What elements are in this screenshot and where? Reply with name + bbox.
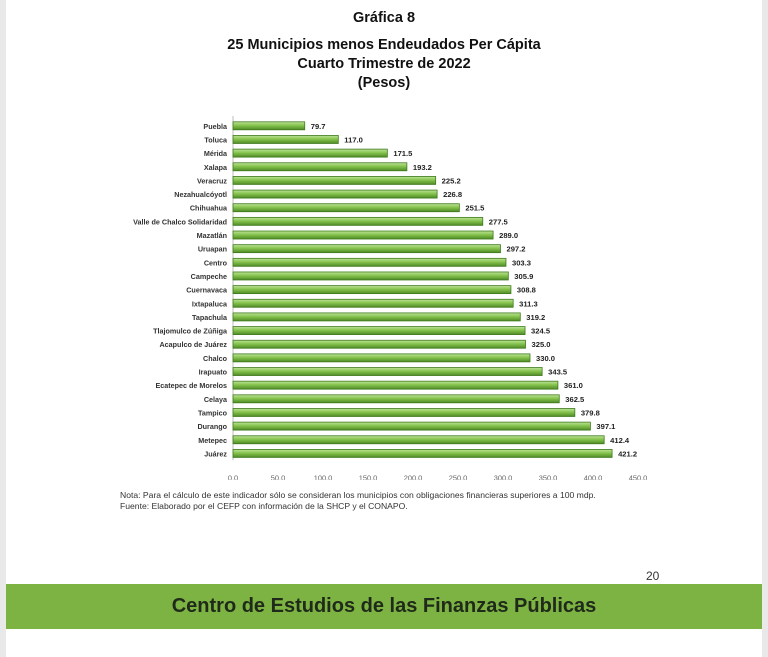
- category-label: Chalco: [203, 353, 227, 363]
- category-label: Mazatlán: [196, 231, 227, 241]
- bar: [233, 190, 437, 198]
- data-label: 305.9: [514, 271, 534, 281]
- category-label: Ixtapaluca: [191, 299, 227, 309]
- category-label: Nezahualcóyotl: [174, 190, 227, 200]
- x-tick-label: 400.0: [583, 473, 603, 480]
- bar: [233, 408, 575, 416]
- footer-text: Centro de Estudios de las Finanzas Públicas: [171, 595, 597, 617]
- data-label: 311.3: [519, 299, 538, 309]
- figure-number: Gráfica 8: [352, 10, 416, 26]
- category-label: Ecatepec de Morelos: [155, 381, 227, 391]
- bar: [233, 449, 612, 457]
- chart-subtitle: Cuarto Trimestre de 2022: [297, 56, 471, 72]
- data-label: 226.8: [443, 190, 463, 200]
- x-tick-label: 100.0: [313, 473, 333, 480]
- data-label: 325.0: [531, 340, 551, 350]
- bar: [233, 122, 305, 130]
- category-label: Chihuahua: [189, 203, 227, 213]
- x-tick-label: 450.0: [628, 473, 648, 480]
- category-label: Tapachula: [191, 312, 227, 322]
- data-label: 362.5: [565, 394, 585, 404]
- footer-banner: [6, 584, 762, 629]
- bar: [233, 299, 513, 307]
- category-label: Juárez: [204, 449, 227, 459]
- data-label: 421.2: [618, 449, 638, 459]
- category-label: Metepec: [198, 435, 227, 445]
- page-number: 20: [646, 569, 660, 583]
- chart-note: Nota: Para el cálculo de este indicador sólo se consideran los municipios con obligaciones financieras superiores a 100 mdp.: [120, 490, 596, 500]
- x-tick-label: 200.0: [403, 473, 423, 480]
- category-label: Xalapa: [203, 162, 227, 172]
- data-label: 171.5: [393, 149, 413, 159]
- data-label: 343.5: [548, 367, 568, 377]
- x-tick-label: 50.0: [270, 473, 286, 480]
- bar: [233, 217, 483, 225]
- category-label: Irapuato: [198, 367, 227, 377]
- category-label: Toluca: [204, 135, 227, 145]
- chart-source: Fuente: Elaborado por el CEFP con información de la SHCP y el CONAPO.: [120, 501, 408, 511]
- chart-title: 25 Municipios menos Endeudados Per Cápita: [227, 37, 541, 53]
- data-label: 308.8: [516, 285, 536, 295]
- bar: [233, 231, 493, 239]
- data-label: 412.4: [610, 435, 630, 445]
- category-label: Mérida: [203, 149, 227, 159]
- bar: [233, 340, 526, 348]
- data-label: 397.1: [596, 422, 616, 432]
- bar: [233, 135, 338, 143]
- x-tick-label: 300.0: [493, 473, 513, 480]
- category-label: Celaya: [203, 394, 227, 404]
- report-page: [6, 0, 762, 657]
- category-label: Tampico: [197, 408, 227, 418]
- category-label: Uruapan: [197, 244, 227, 254]
- data-label: 193.2: [412, 162, 432, 172]
- bar-chart: [6, 110, 762, 480]
- category-label: Tlajomulco de Zúñiga: [153, 326, 227, 336]
- x-tick-label: 0.0: [227, 473, 239, 480]
- data-label: 379.8: [580, 408, 600, 418]
- bar: [233, 176, 436, 184]
- bar: [233, 258, 506, 266]
- data-label: 330.0: [536, 353, 556, 363]
- data-label: 251.5: [465, 203, 485, 213]
- bar: [233, 395, 559, 403]
- x-tick-label: 250.0: [448, 473, 468, 480]
- category-label: Cuernavaca: [186, 285, 227, 295]
- bar: [233, 381, 558, 389]
- category-label: Valle de Chalco Solidaridad: [133, 217, 227, 227]
- bar: [233, 272, 508, 280]
- category-label: Centro: [203, 258, 227, 268]
- data-label: 79.7: [310, 121, 326, 131]
- bar: [233, 354, 530, 362]
- bar: [233, 149, 387, 157]
- bar: [233, 368, 542, 376]
- bar: [233, 204, 459, 212]
- bar: [233, 163, 407, 171]
- category-label: Veracruz: [197, 176, 227, 186]
- x-tick-label: 150.0: [358, 473, 378, 480]
- bar: [233, 422, 590, 430]
- bar: [233, 245, 500, 253]
- x-tick-label: 350.0: [538, 473, 558, 480]
- data-label: 324.5: [531, 326, 551, 336]
- bar: [233, 436, 604, 444]
- data-label: 303.3: [511, 258, 531, 268]
- data-label: 319.2: [526, 312, 546, 322]
- data-label: 297.2: [506, 244, 526, 254]
- data-label: 289.0: [499, 231, 519, 241]
- data-label: 117.0: [344, 135, 363, 145]
- bar: [233, 327, 525, 335]
- category-label: Campeche: [190, 271, 227, 281]
- bar: [233, 286, 511, 294]
- chart-units: (Pesos): [357, 75, 411, 91]
- category-label: Puebla: [203, 121, 227, 131]
- category-label: Acapulco de Juárez: [159, 340, 227, 350]
- bar: [233, 313, 520, 321]
- data-label: 277.5: [488, 217, 508, 227]
- data-label: 225.2: [441, 176, 461, 186]
- category-label: Durango: [197, 422, 227, 432]
- data-label: 361.0: [563, 381, 583, 391]
